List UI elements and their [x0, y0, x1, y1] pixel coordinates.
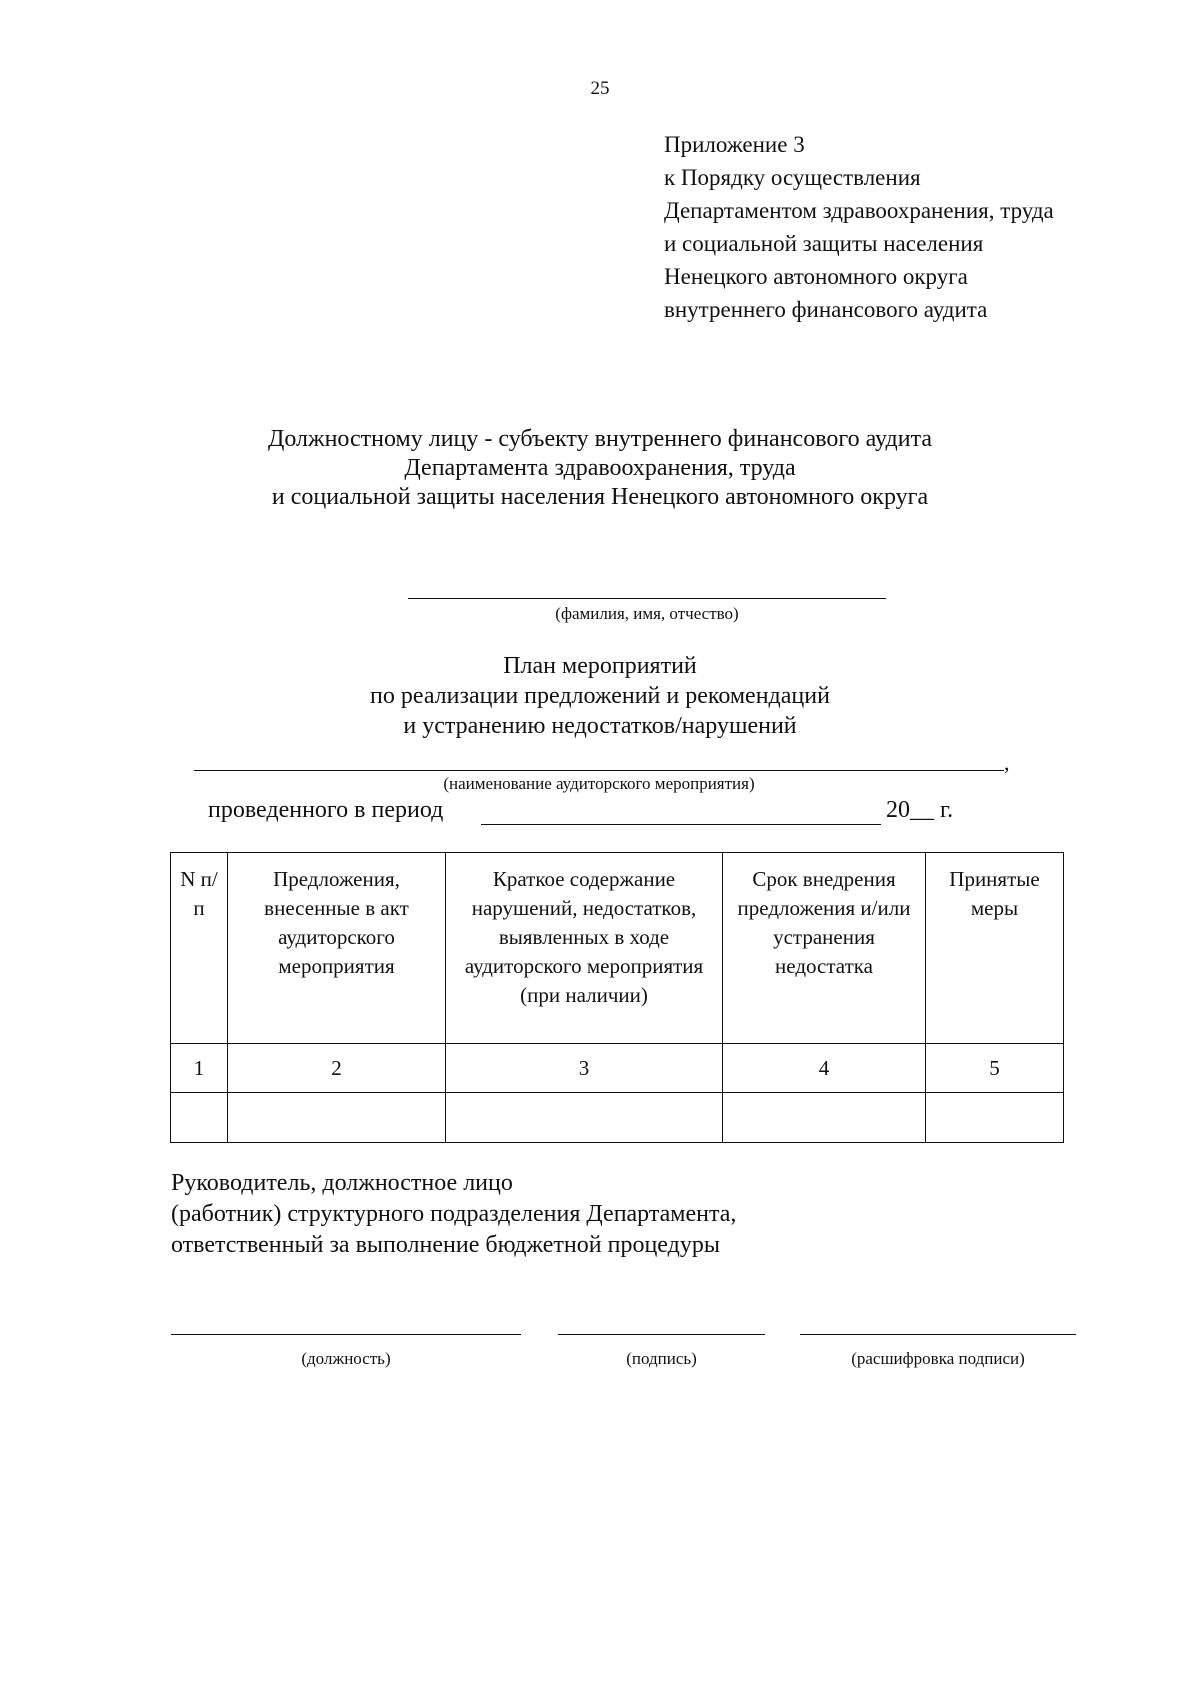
page-number: 25 — [590, 78, 610, 99]
signer-line: (работник) структурного подразделения Департамента, — [171, 1201, 737, 1227]
header-number: N п/п — [171, 853, 228, 1044]
plan-table — [170, 852, 1064, 1143]
event-name-caption: (наименование аудиторского мероприятия) — [443, 774, 755, 793]
table-numbering-row — [171, 1044, 1064, 1093]
signer-line: ответственный за выполнение бюджетной процедуры — [171, 1232, 720, 1258]
plan-title-line: План мероприятий — [503, 653, 697, 679]
header-deadline: Срок внедрения предложения и/или устранения недостатка — [723, 853, 926, 1044]
appendix-block — [664, 128, 1054, 326]
table-cell — [228, 1093, 446, 1143]
appendix-line: к Порядку осуществления — [664, 165, 921, 190]
table-row — [171, 1093, 1064, 1143]
period-line — [481, 824, 881, 825]
header-proposals: Предложения, внесенные в акт аудиторского мероприятия — [228, 853, 446, 1044]
plan-title-line: по реализации предложений и рекомендаций — [370, 683, 830, 709]
appendix-line: и социальной защиты населения — [664, 231, 984, 256]
signature-caption: (подпись) — [626, 1349, 697, 1368]
appendix-line: внутреннего финансового аудита — [664, 297, 988, 322]
table-cell — [723, 1093, 926, 1143]
appendix-line: Приложение 3 — [664, 132, 805, 157]
column-number: 1 — [171, 1044, 228, 1093]
period-label: проведенного в период — [208, 797, 444, 823]
fio-caption: (фамилия, имя, отчество) — [555, 604, 739, 623]
column-number: 2 — [228, 1044, 446, 1093]
position-caption: (должность) — [301, 1349, 391, 1368]
table-cell — [171, 1093, 228, 1143]
column-number: 3 — [446, 1044, 723, 1093]
appendix-line: Департаментом здравоохранения, труда — [664, 198, 1054, 223]
addressee-block — [0, 425, 1200, 512]
appendix-line: Ненецкого автономного округа — [664, 264, 968, 289]
signer-line: Руководитель, должностное лицо — [171, 1170, 513, 1196]
column-number: 4 — [723, 1044, 926, 1093]
event-name-line — [194, 770, 1004, 771]
decryption-line — [800, 1334, 1076, 1335]
column-number: 5 — [926, 1044, 1064, 1093]
signer-block — [171, 1168, 736, 1261]
header-measures: Принятые меры — [926, 853, 1064, 1044]
addressee-line: Департамента здравоохранения, труда — [404, 455, 796, 481]
period-year: 20__ г. — [886, 797, 954, 823]
plan-title — [0, 651, 1200, 741]
fio-line — [408, 598, 886, 599]
plan-title-line: и устранению недостатков/нарушений — [403, 713, 797, 739]
header-summary: Краткое содержание нарушений, недостатков, выявленных в ходе аудиторского мероприятия (при наличии) — [446, 853, 723, 1044]
event-name-comma: , — [1004, 750, 1010, 775]
table-cell — [446, 1093, 723, 1143]
table-cell — [926, 1093, 1064, 1143]
decryption-caption: (расшифровка подписи) — [851, 1349, 1025, 1368]
addressee-line: и социальной защиты населения Ненецкого автономного округа — [271, 484, 929, 510]
signature-line — [558, 1334, 765, 1335]
table-header-row — [171, 853, 1064, 1044]
position-line — [171, 1334, 521, 1335]
addressee-line: Должностному лицу - субъекту внутреннего финансового аудита — [267, 426, 933, 452]
